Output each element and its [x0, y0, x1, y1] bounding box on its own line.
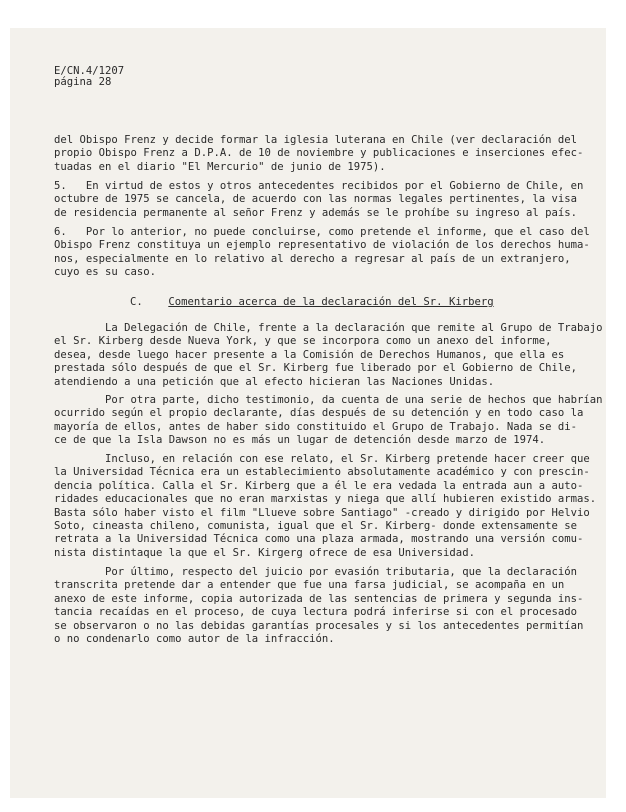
- text-line: atendiendo a una petición que al efecto hicieran las Naciones Unidas.: [54, 375, 495, 388]
- text-line: transcrita pretende dar a entender que fue una farsa judicial, se acompaña en un: [54, 579, 565, 592]
- text-line: cuyo es su caso.: [54, 266, 157, 279]
- text-line: el Sr. Kirberg desde Nueva York, y que se incorpora como un anexo del informe,: [54, 335, 552, 348]
- text-line: nista distintaque la que el Sr. Kirgerg ofrece de esa Universidad.: [54, 546, 475, 559]
- section-heading: [130, 296, 494, 309]
- text-line: desea, desde luego hacer presente a la Comisión de Derechos Humanos, que ella es: [54, 348, 565, 361]
- text-line: La Delegación de Chile, frente a la declaración que remite al Grupo de Trabajo: [54, 322, 603, 334]
- paragraph-university: [54, 453, 597, 560]
- text-line: 6. Por lo anterior, no puede concluirse, como pretende el informe, que el caso del: [54, 226, 590, 238]
- text-line: ridades educacionales que no eran marxistas y niega que allí hubieren existido armas.: [54, 493, 597, 506]
- page-header: [54, 66, 124, 88]
- section-number: C.: [130, 296, 143, 308]
- text-line: de residencia permanente al señor Frenz y además se le prohíbe su ingreso al país.: [54, 206, 577, 219]
- text-line: Por último, respecto del juicio por evasión tributaria, que la declaración: [54, 566, 577, 578]
- text-line: Soto, cineasta chileno, comunista, igual que el Sr. Kirberg- donde extensamente se: [54, 520, 577, 533]
- section-title: Comentario acerca de la declaración del Sr. Kirberg: [168, 296, 494, 308]
- text-line: anexo de este informe, copia autorizada de las sentencias de primera y segunda ins-: [54, 592, 584, 605]
- text-line: ce de que la Isla Dawson no es más un lugar de detención desde marzo de 1974.: [54, 434, 546, 447]
- text-line: propio Obispo Frenz a D.P.A. de 10 de noviembre y publicaciones e inserciones efec-: [54, 147, 584, 160]
- paragraph-tax-trial: [54, 566, 584, 646]
- text-line: nos, especialmente en lo relativo al derecho a regresar al país de un extranjero,: [54, 252, 571, 265]
- text-line: mayoría de ellos, antes de haber sido constituido el Grupo de Trabajo. Nada se di-: [54, 420, 577, 433]
- document-page: [10, 28, 606, 798]
- page-number: página 28: [54, 76, 112, 88]
- paragraph-testimony: [54, 394, 603, 448]
- text-line: octubre de 1975 se cancela, de acuerdo con las normas legales pertinentes, la visa: [54, 193, 577, 206]
- text-line: retrata a la Universidad Técnica como una plaza armada, mostrando una versión comu-: [54, 533, 584, 546]
- text-line: ocurrido según el propio declarante, días después de su detención y en todo caso la: [54, 407, 584, 420]
- text-line: 5. En virtud de estos y otros antecedentes recibidos por el Gobierno de Chile, en: [54, 180, 584, 192]
- paragraph-continuation: [54, 134, 584, 174]
- text-line: tancia recaídas en el proceso, de cuya lectura podrá inferirse si con el procesado: [54, 606, 577, 619]
- text-line: Obispo Frenz constituya un ejemplo representativo de violación de los derechos huma-: [54, 239, 590, 252]
- paragraph-6: [54, 226, 590, 280]
- text-line: del Obispo Frenz y decide formar la iglesia luterana en Chile (ver declaración del: [54, 134, 577, 146]
- text-line: tuadas en el diario "El Mercurio" de junio de 1975).: [54, 160, 386, 173]
- document-reference: E/CN.4/1207: [54, 65, 125, 77]
- paragraph-5: [54, 180, 584, 220]
- text-line: dencia política. Calla el Sr. Kirberg que a él le era vedada la entrada aun a auto-: [54, 479, 584, 492]
- text-line: prestada sólo después de que el Sr. Kirberg fue liberado por el Gobierno de Chile,: [54, 362, 577, 375]
- text-line: Basta sólo haber visto el film "Llueve sobre Santiago" -creado y dirigido por Helvio: [54, 506, 590, 519]
- text-line: Por otra parte, dicho testimonio, da cuenta de una serie de hechos que habrían: [54, 394, 603, 406]
- text-line: Incluso, en relación con ese relato, el Sr. Kirberg pretende hacer creer que: [54, 453, 590, 465]
- text-line: o no condenarlo como autor de la infracción.: [54, 633, 335, 646]
- text-line: la Universidad Técnica era un establecimiento absolutamente académico y con prescin-: [54, 466, 590, 479]
- paragraph-delegation: [54, 322, 603, 389]
- text-line: se observaron o no las debidas garantías procesales y si los antecedentes permitían: [54, 619, 584, 632]
